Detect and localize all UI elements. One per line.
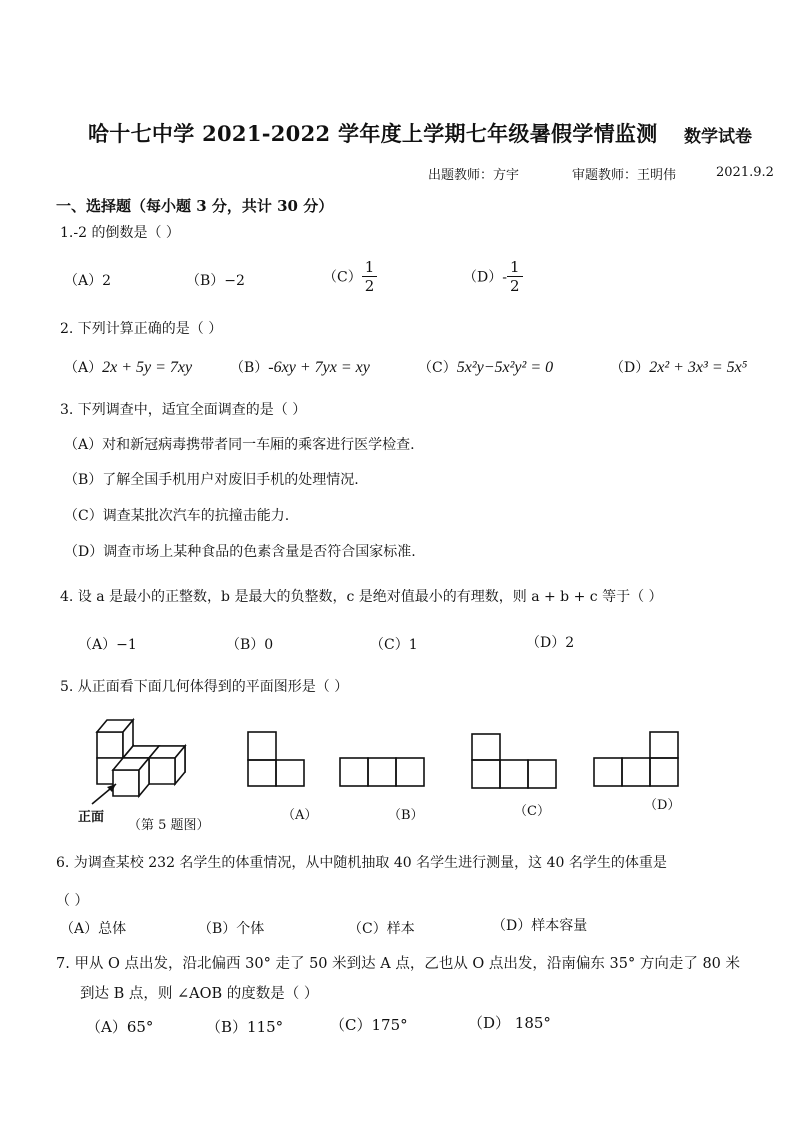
q5-option-a-label: （A） bbox=[282, 808, 318, 823]
option-c-label: （C） bbox=[323, 269, 362, 286]
section-heading: 一、选择题（每小题 3 分，共计 30 分） bbox=[56, 197, 334, 215]
question-7-line1: 7. 甲从 O 点出发，沿北偏西 30° 走了 50 米到达 A 点，乙也从 O 点出发，沿南偏东 35° 方向走了 80 米 bbox=[56, 956, 741, 972]
question-4-option-b: （B）0 bbox=[226, 637, 274, 653]
question-2-option-c bbox=[418, 357, 553, 377]
q5-option-c-label: （C） bbox=[514, 804, 550, 819]
math-expression: 2x + 5y = 7xy bbox=[102, 359, 193, 376]
square bbox=[594, 758, 622, 786]
question-7-line2: 到达 B 点，则 ∠AOB 的度数是（ ） bbox=[80, 986, 319, 1002]
square bbox=[472, 734, 500, 760]
question-7-option-a: （A）65° bbox=[86, 1018, 154, 1036]
q5-option-c-figure bbox=[470, 732, 562, 790]
square bbox=[396, 758, 424, 786]
question-4-stem: 4. 设 a 是最小的正整数，b 是最大的负整数，c 是绝对值最小的有理数，则 a + b + c 等于（ ） bbox=[60, 589, 663, 605]
q5-option-d-figure bbox=[592, 730, 682, 788]
square bbox=[528, 760, 556, 788]
square bbox=[276, 760, 304, 786]
front-view-label: 正面 bbox=[78, 810, 105, 825]
question-7-option-b: （B）115° bbox=[206, 1018, 284, 1036]
q5-option-b-label: （B） bbox=[388, 808, 424, 823]
square bbox=[248, 732, 276, 760]
option-d-label: （D）- bbox=[463, 269, 507, 286]
math-expression: 2x² + 3x³ = 5x⁵ bbox=[649, 359, 748, 376]
question-1-option-c bbox=[323, 258, 377, 295]
square bbox=[622, 758, 650, 786]
square bbox=[368, 758, 396, 786]
q5-option-b-figure bbox=[338, 756, 428, 788]
fraction-numerator: 1 bbox=[507, 258, 523, 277]
question-6-stem: 6. 为调查某校 232 名学生的体重情况，从中随机抽取 40 名学生进行测量，这 40 名学生的体重是 bbox=[56, 855, 667, 871]
question-4-option-d: （D）2 bbox=[526, 635, 575, 651]
figure-caption: （第 5 题图） bbox=[128, 818, 210, 833]
question-6-option-b: （B）个体 bbox=[198, 921, 265, 937]
option-label: （C） bbox=[418, 360, 457, 376]
square bbox=[500, 760, 528, 788]
fraction-numerator: 1 bbox=[362, 258, 378, 277]
math-expression: -6xy + 7yx = xy bbox=[268, 359, 370, 376]
cube-front-shaded bbox=[113, 758, 149, 796]
question-3-option-b: （B）了解全国手机用户对废旧手机的处理情况. bbox=[64, 472, 359, 488]
math-expression: 5x²y−5x²y² = 0 bbox=[456, 359, 554, 376]
option-label: （D） bbox=[610, 360, 650, 376]
square bbox=[650, 732, 678, 758]
cube-front-2 bbox=[149, 758, 175, 784]
question-2-option-d bbox=[610, 357, 747, 377]
question-7-option-c: （C）175° bbox=[330, 1016, 408, 1034]
question-2-stem: 2. 下列计算正确的是（ ） bbox=[60, 321, 223, 337]
question-4-option-a: （A）−1 bbox=[78, 637, 137, 653]
question-2-option-a bbox=[64, 357, 192, 377]
question-6-option-a: （A）总体 bbox=[60, 921, 127, 937]
question-5-stem: 5. 从正面看下面几何体得到的平面图形是（ ） bbox=[60, 679, 349, 695]
q5-option-d-label: （D） bbox=[644, 798, 681, 813]
square bbox=[472, 760, 500, 788]
q5-option-a-figure bbox=[244, 728, 308, 788]
question-6-blank: （ ） bbox=[56, 893, 89, 909]
fraction-denominator: 2 bbox=[364, 277, 375, 295]
question-1-option-a: （A）2 bbox=[64, 273, 112, 289]
square bbox=[650, 758, 678, 786]
question-1-stem: 1.-2 的倒数是（ ） bbox=[60, 225, 180, 241]
question-6-option-c: （C）样本 bbox=[348, 921, 415, 937]
question-3-option-a: （A）对和新冠病毒携带者同一车厢的乘客进行医学检查. bbox=[64, 437, 415, 453]
option-label: （B） bbox=[230, 360, 269, 376]
question-4-option-c: （C）1 bbox=[370, 637, 418, 653]
reviewer-teacher: 审题教师：王明伟 bbox=[572, 168, 677, 183]
exam-title: 哈十七中学 2021-2022 学年度上学期七年级暑假学情监测 bbox=[88, 121, 658, 146]
option-label: （A） bbox=[64, 360, 103, 376]
setter-teacher: 出题教师：方宇 bbox=[428, 168, 520, 183]
exam-date: 2021.9.2 bbox=[716, 165, 774, 180]
square bbox=[340, 758, 368, 786]
question-7-option-d: （D） 185° bbox=[468, 1014, 551, 1032]
question-6-option-d: （D）样本容量 bbox=[492, 918, 588, 934]
exam-subject: 数学试卷 bbox=[684, 127, 752, 147]
square bbox=[248, 760, 276, 786]
fraction bbox=[507, 258, 523, 295]
fraction bbox=[362, 258, 378, 295]
question-2-option-b bbox=[230, 357, 370, 377]
question-1-option-d bbox=[463, 258, 523, 295]
question-3-stem: 3. 下列调查中，适宜全面调查的是（ ） bbox=[60, 402, 307, 418]
fraction-denominator: 2 bbox=[509, 277, 520, 295]
question-3-option-c: （C）调查某批次汽车的抗撞击能力. bbox=[64, 508, 290, 524]
question-1-option-b: （B）−2 bbox=[186, 273, 245, 289]
question-3-option-d: （D）调查市场上某种食品的色素含量是否符合国家标准. bbox=[64, 544, 416, 560]
